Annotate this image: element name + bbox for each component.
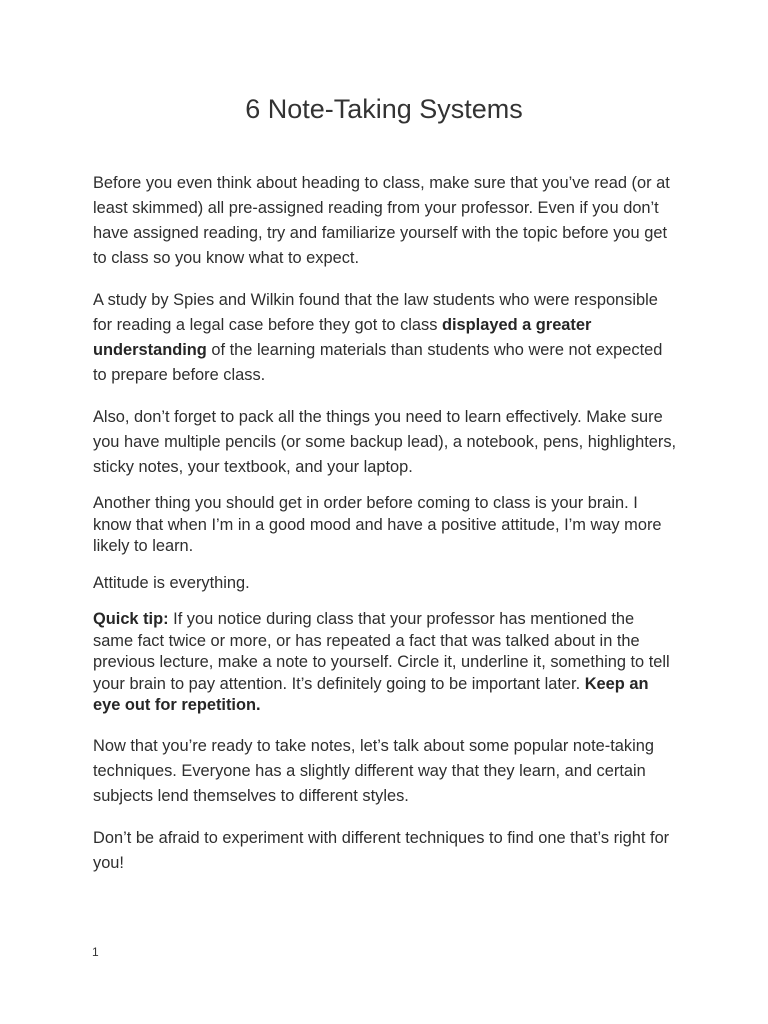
page-title: 6 Note-Taking Systems [245,94,523,124]
paragraph-preparation: Before you even think about heading to class, make sure that you’ve read (or at least skimmed) all pre-assigned reading from your professor. Even if you don’t have assigned reading, try and familiarize yourself with the topic before you get to class so you know what to expect. [93,174,670,267]
quick-tip-emphasis: Keep an eye out for repetition. [93,674,649,714]
paragraph-study-text-b: of the learning materials than students who were not expected to prepare before class. [93,341,663,384]
paragraph-study [93,288,678,388]
paragraph-experiment: Don’t be afraid to experiment with different techniques to find one that’s right for you! [93,828,670,872]
paragraph-study-text-a: A study by Spies and Wilkin found that the law students who were responsible for reading a legal case before they got to class [93,291,658,334]
page-number: 1 [92,945,99,959]
document-body [93,171,678,876]
quick-tip-text: If you notice during class that your professor has mentioned the same fact twice or more, or has repeated a fact that was talked about in the previous lecture, make a note to yourself. Circle it, underline it, something to tell your brain to pay attention. It’s definitely going to be important later. [93,610,670,693]
paragraph-brain: Another thing you should get in order before coming to class is your brain. I know that when I’m in a good mood and have a positive attitude, I’m way more likely to learn. [93,494,662,555]
paragraph-techniques: Now that you’re ready to take notes, let’s talk about some popular note-taking techniques. Everyone has a slightly different way that they learn, and certain subjects lend themselves to different styles. [93,736,654,805]
paragraph-supplies: Also, don’t forget to pack all the things you need to learn effectively. Make sure you have multiple pencils (or some backup lead), a notebook, pens, highlighters, sticky notes, your textbook, and your laptop. [93,408,677,476]
quick-tip-label: Quick tip: [93,610,169,628]
paragraph-attitude: Attitude is everything. [93,573,250,592]
paragraph-quick-tip [93,609,678,717]
paragraph-study-bold: displayed a greater understanding [93,316,592,359]
